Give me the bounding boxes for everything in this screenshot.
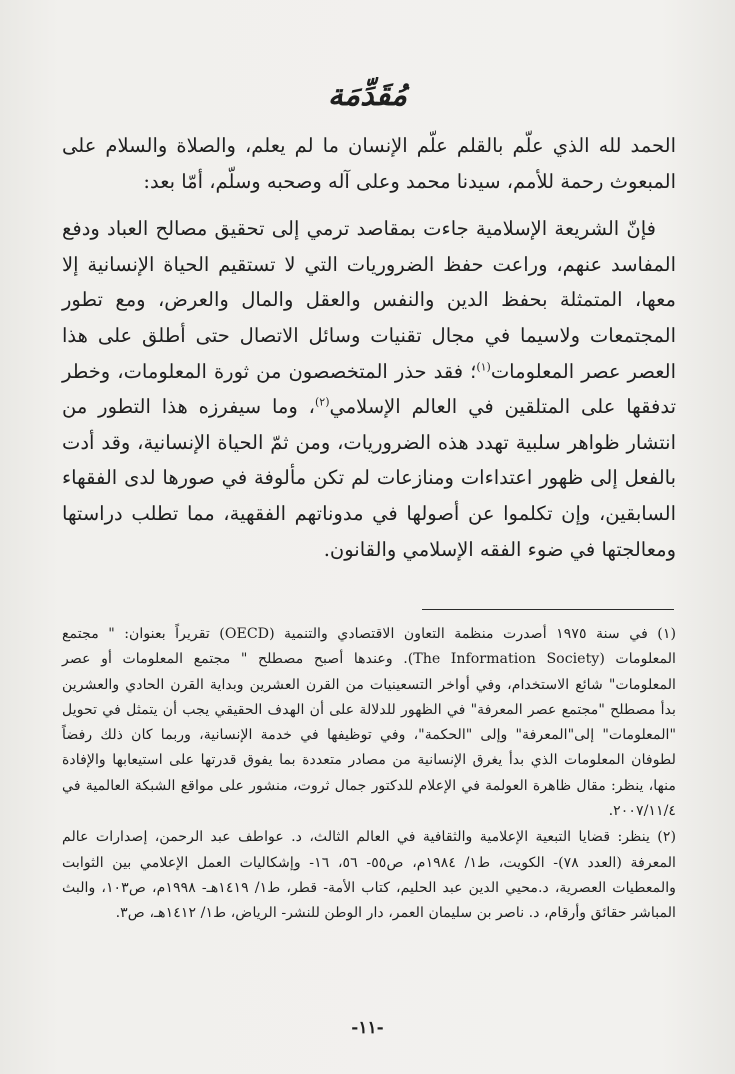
opening-paragraph: الحمد لله الذي علّم بالقلم علّم الإنسان ما لم يعلم، والصلاة والسلام على المبعوث رحمة للأمم، سيدنا محمد وعلى آله وصحبه وسلّم، أمّا بعد: <box>62 134 676 193</box>
page-heading: مُقَدِّمَة <box>327 78 408 113</box>
main-text <box>62 128 676 567</box>
footnotes <box>62 622 676 927</box>
main-paragraph-part-1: فإنّ الشريعة الإسلامية جاءت بمقاصد ترمي إلى تحقيق مصالح العباد ودفع المفاسد عنهم، وراعت حفظ الضروريات التي لا تستقيم الحياة الإنسانية إلا معها، المتمثلة بحفظ الدين والنفس والعقل والمال والعرض، ومع تطور المجتمعات ولاسيما في مجال تقنيات وسائل الاتصال حتى أطلق على هذا العصر عصر المعلومات <box>62 217 676 383</box>
main-paragraph <box>62 211 676 567</box>
footnote-1: (١) في سنة ١٩٧٥ أصدرت منظمة التعاون الاقتصادي والتنمية (OECD) تقريراً بعنوان: " مجتمع المعلومات (The Information Society). وعندها أصبح مصطلح " مجتمع المعلومات أو عصر المعلومات" شائع الاستخدام، وفي أواخر التسعينيات من القرن العشرين وبداية القرن الحادي والعشرين بدأ مصطلح "مجتمع عصر المعرفة" في الظهور للدلالة على أن الهدف الحقيقي يجب أن يتمثل في تحويل "المعلومات" إلى"المعرفة" وإلى "الحكمة"، وفي توظيفها في خدمة الإنسانية، وربما كان ذلك رفضاً لطوفان المعلومات الذي بدأ يغرق الإنسانية من مصادر متعددة بما يفوق قدرتها على استيعابها والإفادة منها، ينظر: مقال ظاهرة العولمة في الإعلام للدكتور جمال ثروت، منشور على مواقع الشبكة العالمية في ٢٠٠٧/١١/٤. <box>62 626 677 820</box>
main-paragraph-part-2: ؛ فقد حذر المتخصصون من ثورة المعلومات، وخطر تدفقها على المتلقين في العالم الإسلامي <box>62 359 677 419</box>
footnote-2: (٢) ينظر: قضايا التبعية الإعلامية والثقافية في العالم الثالث، د. عواطف عبد الرحمن، إصدارات عالم المعرفة (العدد ٧٨)- الكويت، ط١/ ١٩٨٤م، ص٥٥- ٥٦، ١٦- وإشكاليات العمل الإعلامي بين الثوابت والمعطيات العصرية، د.محيي الدين عبد الحليم، كتاب الأمة- قطر، ط١/ ١٤١٩هـ- ١٩٩٨م، ص١٠٣، والبث المباشر حقائق وأرقام، د. ناصر بن سليمان العمر، دار الوطن للنشر- الرياض، ط١/ ١٤١٢هـ، ص٣. <box>62 829 677 922</box>
page-number: -١١- <box>351 1018 384 1038</box>
footnote-divider <box>422 609 674 610</box>
footnote-ref-2[interactable]: (٢) <box>314 395 330 409</box>
footnote-ref-1[interactable]: (١) <box>476 360 491 374</box>
main-paragraph-part-3: ، وما سيفرزه هذا التطور من انتشار ظواهر سلبية تهدد هذه الضروريات، ومن ثمّ الحياة الإنسانية، وقد أدت بالفعل إلى ظهور اعتداءات ومنازعات لم تكن مألوفة في صورها لدى الفقهاء السابقين، وإن تكلموا عن أصولها في مدوناتهم الفقهية، مما تطلب دراستها ومعالجتها في ضوء الفقه الإسلامي والقانون. <box>62 395 677 561</box>
